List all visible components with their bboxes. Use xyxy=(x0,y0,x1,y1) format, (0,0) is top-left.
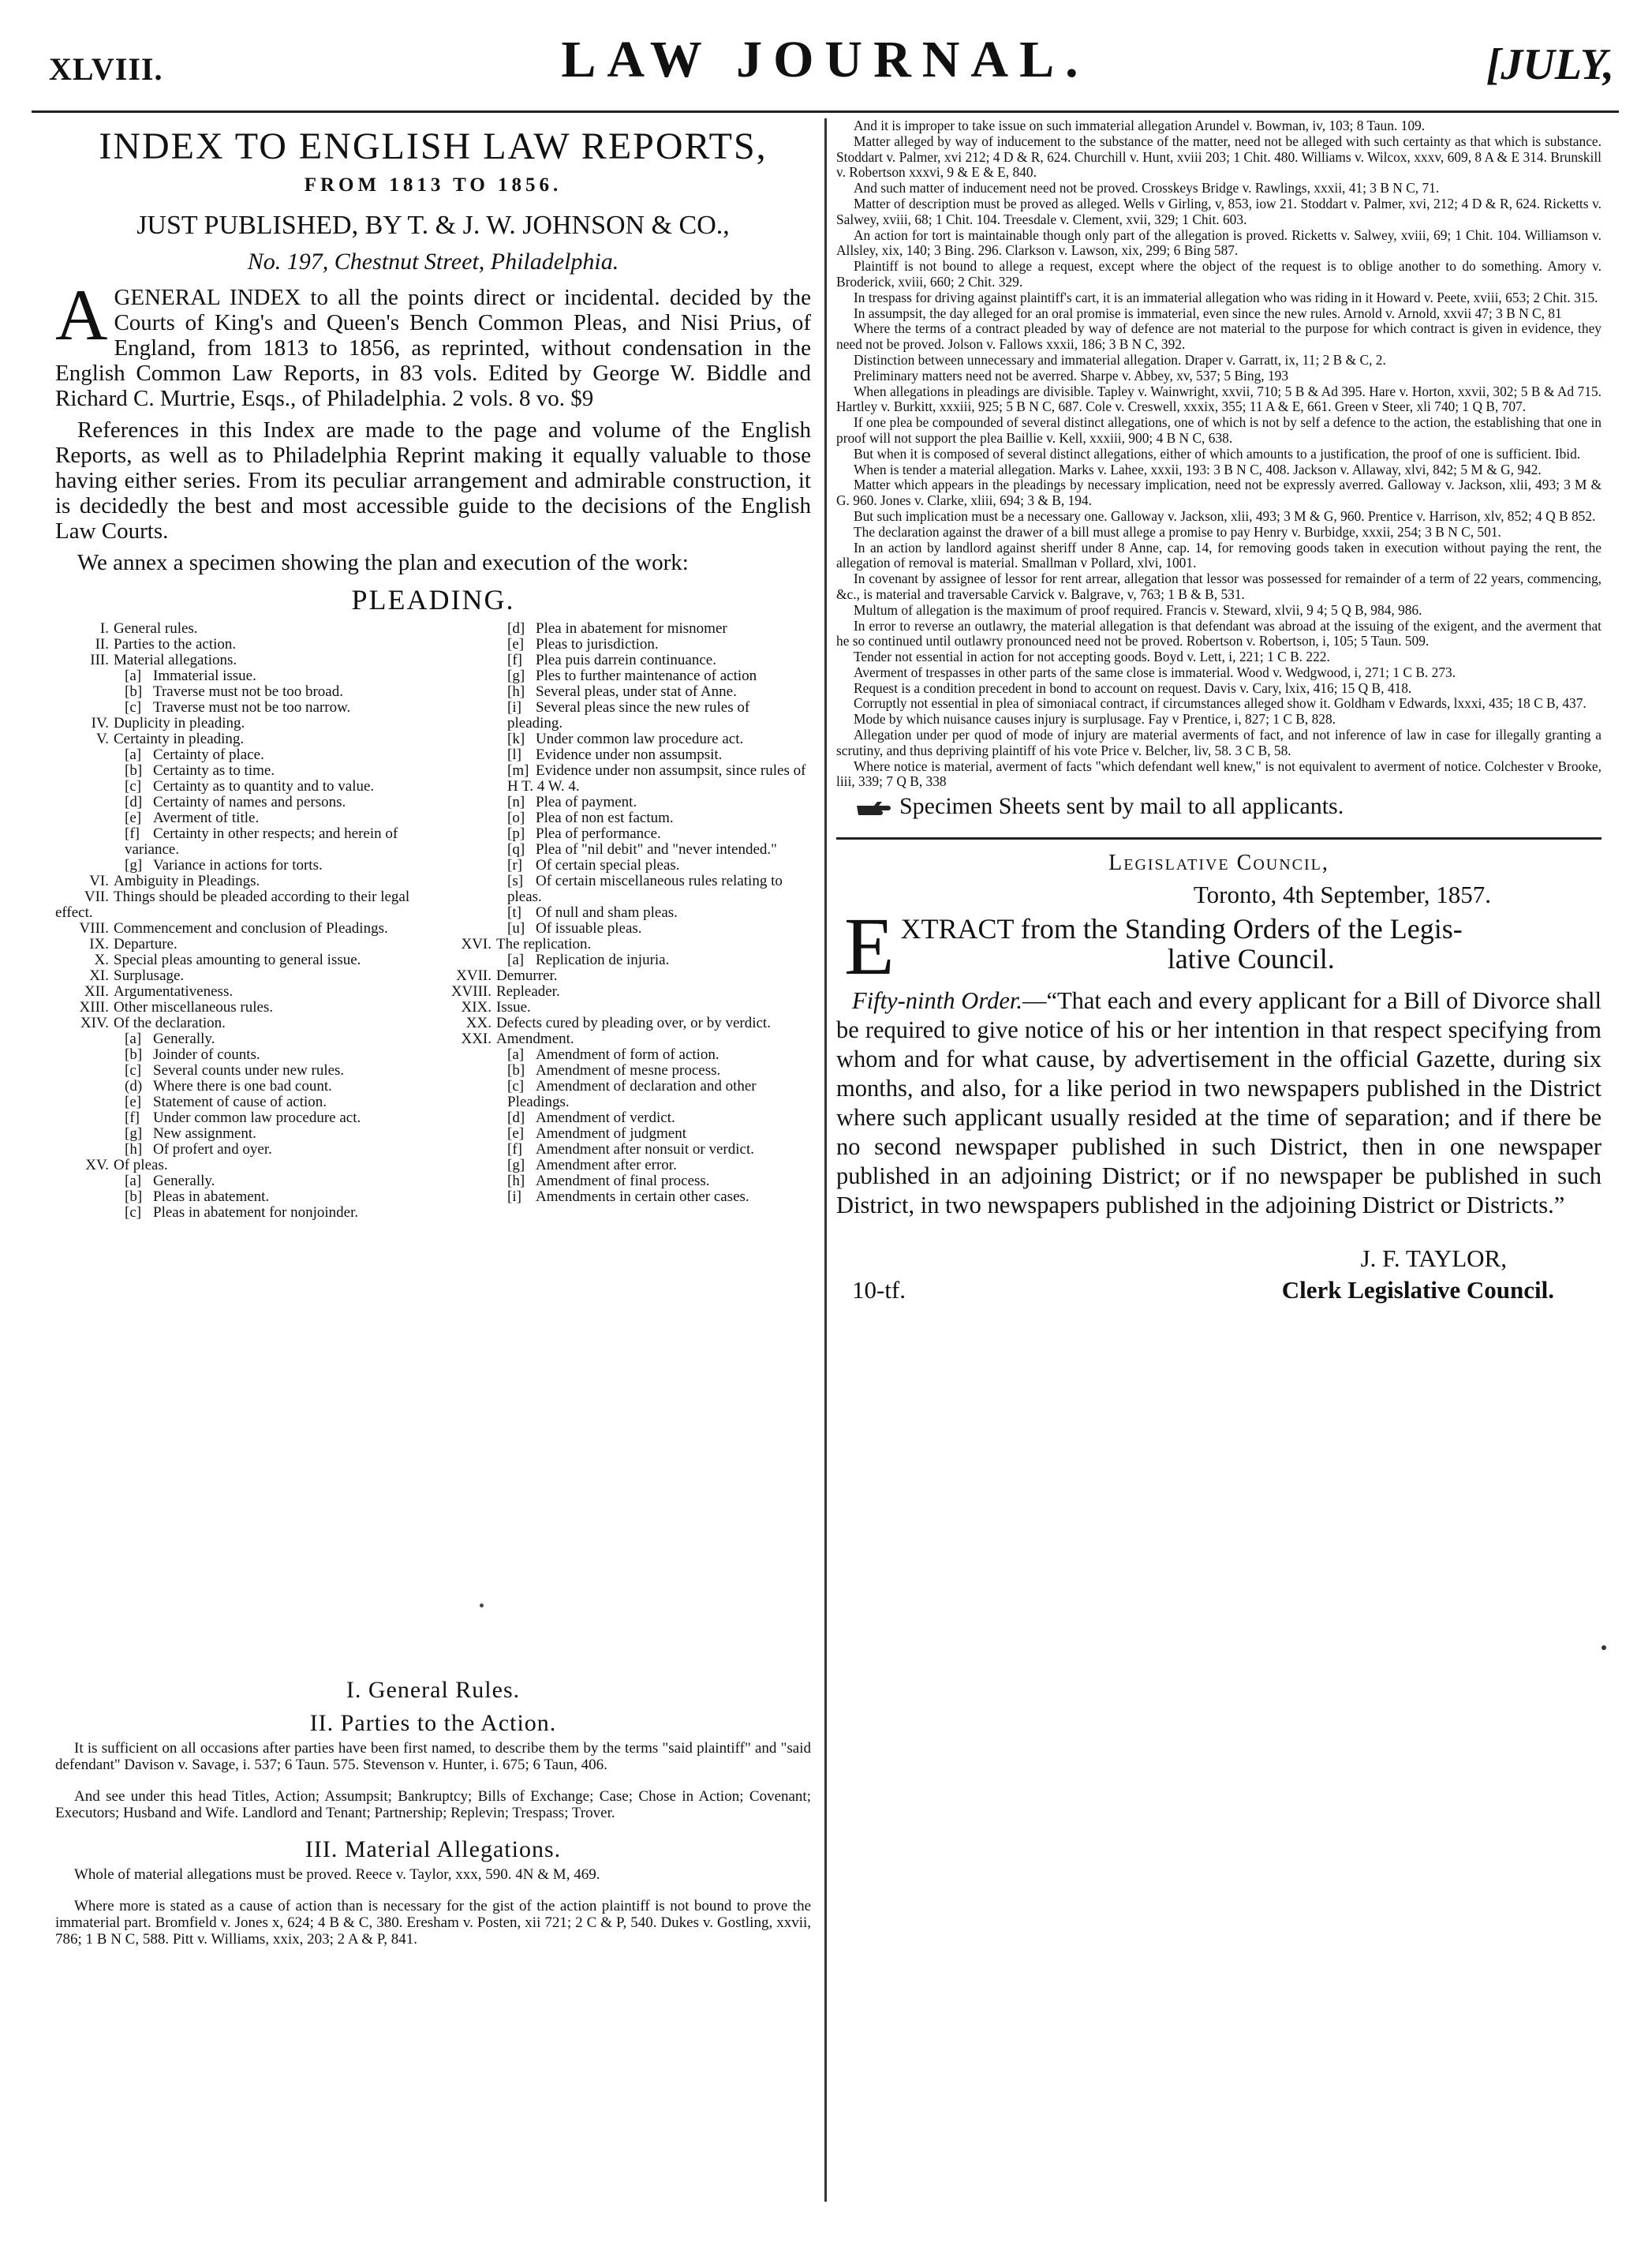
extract-heading xyxy=(836,901,1602,993)
outline-item-text: Of certain special pleas. xyxy=(536,857,680,874)
outline-item-text: Statement of cause of action. xyxy=(153,1094,327,1110)
outline-item-number: [h] xyxy=(507,1173,525,1189)
print-speck xyxy=(1602,1645,1606,1650)
outline-item-text: Amendment. xyxy=(496,1031,574,1047)
specimen-note xyxy=(836,793,1602,820)
outline-item xyxy=(55,1016,426,1031)
outline-item-text: Special pleas amounting to general issue. xyxy=(114,952,361,968)
outline-item xyxy=(438,1142,809,1158)
outline-item xyxy=(55,637,426,653)
case-paragraph: Allegation under per quod of mode of injury are material averments of fact, and not inference of law in case for illegally granting a scrutiny, and thus depriving plaintiff of his vote Price v. Belcher, liv, 58. 3 C B, 58. xyxy=(836,727,1602,758)
outline-item-text: Certainty of names and persons. xyxy=(153,794,346,810)
outline-item-number: I. xyxy=(99,620,109,637)
outline-item-number: VI. xyxy=(89,873,109,889)
case-paragraph: Matter of description must be proved as alleged. Wells v Girling, v, 853, iow 21. Stoddart v. Palmer, xvi, 212; 4 D & R, 624. Ricketts v. Salwey, xviii, 68; 1 Chit. 104. Treesdale v. Clement, xvii, 329; 1 Chit. 603. xyxy=(836,195,1602,227)
column-divider xyxy=(824,118,827,2202)
outline-item-text: Amendment of verdict. xyxy=(536,1110,675,1126)
outline-item xyxy=(438,795,809,810)
outline-item-number: [a] xyxy=(125,1173,142,1189)
outline-item xyxy=(55,700,426,716)
outline-item-number: [c] xyxy=(507,1078,525,1095)
outline-item-number: [e] xyxy=(507,1125,525,1142)
outline-item xyxy=(55,1110,426,1126)
case-paragraph: Where notice is material, averment of facts "which defendant well knew," is not equivalent to averment of notice. Colchester v Brooke, liii, 339; 7 Q B, 338 xyxy=(836,758,1602,790)
outline-item-text: Certainty as to time. xyxy=(153,762,275,779)
outline-item xyxy=(55,763,426,779)
outline-item-number: [c] xyxy=(125,1204,142,1221)
outline-left-column xyxy=(55,621,426,1221)
outline-item xyxy=(55,810,426,826)
index-ad-subtitle: FROM 1813 TO 1856. xyxy=(304,174,563,196)
outline-item-number: [q] xyxy=(507,841,525,858)
outline-item-text: Repleader. xyxy=(496,983,560,1000)
outline-item-number: [f] xyxy=(125,825,140,842)
case-paragraph: Matter which appears in the pleadings by necessary implication, need not be expressly averred. Galloway v. Jackson, xlii, 493; 3 M & G. 960. Jones v. Clarke, xliii, 694; 3 & B, 194. xyxy=(836,477,1602,509)
insertion-code: 10-tf. xyxy=(852,1275,906,1304)
outline-item-text: Amendment after nonsuit or verdict. xyxy=(536,1141,755,1158)
outline-item xyxy=(438,732,809,747)
outline-item-number: [i] xyxy=(507,1188,521,1205)
case-paragraph: In trespass for driving against plaintiff's cart, it is an immaterial allegation who was riding in it Howard v. Peete, xviii, 653; 2 Chit. 315. xyxy=(854,289,1598,305)
case-paragraph: Corruptly not essential in plea of simoniacal contract, if circumstances alleged show it. Goldham v Edwards, lxxxi, 435; 18 C B, 437. xyxy=(854,695,1587,712)
signatory-name: J. F. TAYLOR, xyxy=(1360,1244,1507,1272)
outline-item-number: II. xyxy=(95,636,109,653)
outline-item xyxy=(438,921,809,937)
outline-item-number: [o] xyxy=(507,810,525,826)
outline-item xyxy=(55,1142,426,1158)
outline-item-text: Joinder of counts. xyxy=(153,1046,260,1063)
outline-item-text: Material allegations. xyxy=(114,652,237,668)
council-title: Legislative Council, xyxy=(1108,851,1329,876)
case-paragraph: Tender not essential in action for not accepting goods. Boyd v. Lett, i, 221; 1 C B. 222. xyxy=(854,649,1330,665)
outline-item-number: [g] xyxy=(507,668,525,684)
outline-item xyxy=(438,621,809,637)
outline-item-number: [r] xyxy=(507,857,522,874)
outline-item-text: Amendment of mesne process. xyxy=(536,1062,721,1079)
outline-item-text: Plea of "nil debit" and "never intended." xyxy=(536,841,777,858)
case-paragraph: An action for tort is maintainable though only part of the allegation is proved. Ricketts v. Salwey, xviii, 69; 1 Chit. 104. Williamson v. Allsley, xix, 140; 3 Bing. 296. Clarkson v. Lawson, xix, 299; 6 Bing 587. xyxy=(836,226,1602,259)
signature-row xyxy=(836,1244,1602,1276)
allegations-paragraph-1: Whole of material allegations must be proved. Reece v. Taylor, xxx, 590. 4N & M, 469. xyxy=(74,1866,600,1883)
outline-item-text: Where there is one bad count. xyxy=(153,1078,332,1095)
outline-item xyxy=(55,747,426,763)
outline-item-text: Issue. xyxy=(496,999,531,1016)
outline-item-text: Of issuable pleas. xyxy=(536,920,642,937)
outline-item-text: Amendments in certain other cases. xyxy=(536,1188,749,1205)
outline-item xyxy=(438,1000,809,1016)
outline-item-number: [g] xyxy=(507,1157,525,1173)
outline-item xyxy=(438,952,809,968)
outline-item-number: [s] xyxy=(507,873,524,889)
outline-item-text: Amendment of judgment xyxy=(536,1125,687,1142)
outline-item-text: Other miscellaneous rules. xyxy=(114,999,274,1016)
outline-item-text: Of certain miscellaneous rules relating to pleas. xyxy=(507,873,783,905)
case-paragraph: Multum of allegation is the maximum of proof required. Francis v. Steward, xlvii, 9 4; 5 Q B, 984, 986. xyxy=(854,601,1422,618)
outline-item-text: Certainty in other respects; and herein of variance. xyxy=(125,825,398,858)
outline-item-number: XIX. xyxy=(461,999,491,1016)
outline-item-number: X. xyxy=(94,952,109,968)
outline-item xyxy=(438,937,809,952)
outline-item-number: [h] xyxy=(125,1141,143,1158)
outline-item-number: XIII. xyxy=(79,999,109,1016)
outline-right-column xyxy=(438,621,809,1205)
outline-item-number: [g] xyxy=(125,1125,143,1142)
outline-item xyxy=(438,984,809,1000)
case-paragraph: Where the terms of a contract pleaded by way of defence are not material to the purpose for which contract is given in evidence, they need not be proved. Jolson v. Fallows xxxii, 186; 3 B N C, 392. xyxy=(836,320,1602,353)
right-column xyxy=(836,118,1602,2194)
signatory-title: Clerk Legislative Council. xyxy=(1281,1275,1554,1304)
case-paragraph: Mode by which nuisance causes injury is surplusage. Fay v Prentice, i, 827; 1 C B, 828. xyxy=(854,711,1336,728)
case-paragraph: In covenant by assignee of lessor for rent arrear, allegation that lessor was possessed for remainder of a term of 22 years, commencing, &c., is material and traversable Carvick v. Balgrave, v, 763; 1 B & B, 531. xyxy=(836,571,1602,602)
outline-item xyxy=(55,1079,426,1095)
outline-item xyxy=(55,1095,426,1110)
outline-item-number: [b] xyxy=(125,683,143,700)
outline-item-number: [a] xyxy=(125,1031,142,1047)
outline-item-number: [c] xyxy=(125,699,142,716)
outline-item xyxy=(438,1126,809,1142)
outline-item-number: III. xyxy=(90,652,109,668)
outline-item-text: Of null and sham pleas. xyxy=(536,904,678,921)
outline-item xyxy=(55,779,426,795)
parties-paragraph-1: It is sufficient on all occasions after parties have been first named, to describe them by the terms "said plaintiff" and "said defendant" Davison v. Savage, i. 537; 6 Taun. 575. Stevenson v. Hunter, i. 675; 6 Taun, 406. xyxy=(55,1740,811,1773)
outline-item-text: Pleas in abatement. xyxy=(153,1188,270,1205)
outline-item xyxy=(438,1031,809,1047)
left-column xyxy=(55,118,811,2194)
outline-item-text: The replication. xyxy=(496,936,592,952)
journal-title: LAW JOURNAL. xyxy=(561,31,1089,88)
outline-item-text: Things should be pleaded according to their legal effect. xyxy=(55,889,410,921)
outline-item xyxy=(438,842,809,858)
outline-item xyxy=(438,874,809,905)
outline-item xyxy=(55,858,426,874)
page-header xyxy=(32,22,1619,113)
outline-item-text: Demurrer. xyxy=(496,967,558,984)
case-paragraph: Preliminary matters need not be averred. Sharpe v. Abbey, xv, 537; 5 Bing, 193 xyxy=(854,367,1289,384)
parties-paragraph-2: And see under this head Titles, Action; Assumpsit; Bankruptcy; Bills of Exchange; Case; Chose in Action; Covenant; Executors; Husband and Wife. Landlord and Tenant; Partnership; Replevin; Trespass; Trover. xyxy=(55,1788,811,1821)
outline-item-number: [f] xyxy=(125,1110,140,1126)
outline-item-text: Replication de injuria. xyxy=(536,952,670,968)
outline-item xyxy=(438,1063,809,1079)
outline-item-number: (d) xyxy=(125,1078,143,1095)
outline-item xyxy=(55,1205,426,1221)
outline-item xyxy=(55,874,426,889)
outline-item-text: Plea puis darrein continuance. xyxy=(536,652,716,668)
outline-item xyxy=(55,826,426,858)
case-paragraph: Request is a condition precedent in bond to account on request. Davis v. Cary, lxix, 416; 15 Q B, 418. xyxy=(854,679,1412,696)
index-intro xyxy=(55,275,811,411)
outline-item-number: [i] xyxy=(507,699,521,716)
specimen-note-text: Specimen Sheets sent by mail to all applicants. xyxy=(899,793,1344,820)
issue-month: [JULY, xyxy=(1486,40,1614,89)
outline-item xyxy=(55,684,426,700)
outline-item-text: Departure. xyxy=(114,936,178,952)
section-heading-material-allegations: III. Material Allegations. xyxy=(305,1836,562,1862)
outline-item-number: V. xyxy=(95,731,109,747)
outline-item-text: Of the declaration. xyxy=(114,1015,226,1031)
outline-item xyxy=(55,1047,426,1063)
outline-item-text: Amendment of declaration and other Pleadings. xyxy=(507,1078,757,1110)
outline-item-number: [a] xyxy=(507,1046,525,1063)
outline-item xyxy=(438,1079,809,1110)
outline-item-text: Plea of non est factum. xyxy=(536,810,674,826)
case-paragraph: When allegations in pleadings are divisible. Tapley v. Wainwright, xxvii, 710; 5 B & Ad 395. Hare v. Horton, xxvii, 302; 5 B & Ad 715. Hartley v. Burkitt, xxxiii, 925; 5 B N C, 687. Cole v. Creswell, xxxix, 355; 11 A & E, 661. Green v Steer, xli 740; 1 Q B, 707. xyxy=(836,383,1602,415)
outline-item-text: Of pleas. xyxy=(114,1157,168,1173)
outline-item-number: [d] xyxy=(507,620,525,637)
outline-item xyxy=(55,968,426,984)
outline-item-number: XX. xyxy=(465,1015,491,1031)
outline-item-number: [u] xyxy=(507,920,525,937)
outline-item-text: Plea in abatement for misnomer xyxy=(536,620,727,637)
outline-item xyxy=(438,1110,809,1126)
outline-item xyxy=(438,668,809,684)
outline-item-number: [l] xyxy=(507,747,521,763)
outline-item xyxy=(55,1158,426,1173)
outline-item xyxy=(55,1031,426,1047)
outline-item-number: XVIII. xyxy=(450,983,491,1000)
outline-item-number: [a] xyxy=(507,952,525,968)
outline-item xyxy=(55,984,426,1000)
outline-item-text: Ples to further maintenance of action xyxy=(536,668,757,684)
outline-item-number: XVII. xyxy=(456,967,491,984)
outline-item xyxy=(55,937,426,952)
outline-item-number: [a] xyxy=(125,747,142,763)
outline-item-number: [b] xyxy=(125,762,143,779)
outline-item-number: XI. xyxy=(89,967,109,984)
outline-item-number: XXI. xyxy=(461,1031,491,1047)
outline-item-text: Defects cured by pleading over, or by verdict. xyxy=(496,1015,771,1031)
outline-item-text: Certainty of place. xyxy=(153,747,264,763)
outline-item-text: Plea of performance. xyxy=(536,825,661,842)
outline-item-number: [f] xyxy=(507,1141,522,1158)
publisher-address: No. 197, Chestnut Street, Philadelphia. xyxy=(247,249,619,275)
outline-item xyxy=(438,684,809,700)
outline-item-text: Several pleas, under stat of Anne. xyxy=(536,683,737,700)
outline-item-number: [p] xyxy=(507,825,525,842)
outline-item xyxy=(438,1189,809,1205)
outline-item-number: [b] xyxy=(125,1046,143,1063)
outline-item xyxy=(438,1016,809,1031)
outline-item-number: [d] xyxy=(507,1110,525,1126)
outline-item-text: Of profert and oyer. xyxy=(153,1141,272,1158)
outline-item-text: Pleas to jurisdiction. xyxy=(536,636,659,653)
outline-item-number: XVI. xyxy=(461,936,491,952)
pleading-heading: PLEADING. xyxy=(351,584,515,616)
outline-item-text: Amendment of final process. xyxy=(536,1173,710,1189)
page-number: XLVIII. xyxy=(49,51,163,87)
outline-item-text: Evidence under non assumpsit. xyxy=(536,747,723,763)
outline-item xyxy=(55,1173,426,1189)
outline-item-text: Generally. xyxy=(153,1031,215,1047)
outline-item xyxy=(438,968,809,984)
case-paragraph: But when it is composed of several distinct allegations, either of which amounts to a justification, the proof of one is sufficient. Ibid. xyxy=(854,445,1581,462)
outline-item-number: [e] xyxy=(507,636,525,653)
order-label: Fifty-ninth Order. xyxy=(852,987,1022,1015)
outline-item-number: IV. xyxy=(91,715,109,732)
outline-item-number: [n] xyxy=(507,794,525,810)
annex-paragraph: We annex a specimen showing the plan and execution of the work: xyxy=(77,550,689,575)
outline-item-text: Commencement and conclusion of Pleadings. xyxy=(114,920,388,937)
outline-item xyxy=(55,732,426,747)
allegations-paragraph-2: Where more is stated as a cause of action than is necessary for the gist of the action plaintiff is not bound to prove the immaterial part. Bromfield v. Jones x, 624; 4 B & C, 380. Eresham v. Posten, xii 721; 2 C & P, 540. Dukes v. Gostling, xxvii, 786; 1 B N C, 588. Pitt v. Williams, xxix, 203; 2 A & P, 841. xyxy=(55,1898,811,1948)
outline-item-number: [h] xyxy=(507,683,525,700)
outline-item-text: New assignment. xyxy=(153,1125,256,1142)
outline-item xyxy=(55,621,426,637)
outline-item-text: Averment of title. xyxy=(153,810,260,826)
outline-item-number: [e] xyxy=(125,810,142,826)
outline-item-text: Evidence under non assumpsit, since rules of H T. 4 W. 4. xyxy=(507,762,806,795)
outline-item xyxy=(55,1189,426,1205)
outline-item-number: [f] xyxy=(507,652,522,668)
outline-item-text: Several counts under new rules. xyxy=(153,1062,345,1079)
outline-item-text: Duplicity in pleading. xyxy=(114,715,245,732)
case-paragraph: Averment of trespasses in other parts of the same close is immaterial. Wood v. Wedgwood, i, 271; 1 C B. 273. xyxy=(854,664,1456,680)
outline-item-text: Amendment after error. xyxy=(536,1157,677,1173)
outline-item xyxy=(55,1126,426,1142)
outline-item xyxy=(55,889,426,921)
outline-item-number: [a] xyxy=(125,668,142,684)
outline-item-number: VII. xyxy=(84,889,109,905)
index-ad-title: INDEX TO ENGLISH LAW REPORTS, xyxy=(99,125,768,167)
outline-item-text: Traverse must not be too broad. xyxy=(153,683,343,700)
outline-item xyxy=(55,795,426,810)
outline-item-number: XV. xyxy=(85,1157,109,1173)
outline-item-number: [m] xyxy=(507,762,529,779)
case-paragraph: If one plea be compounded of several distinct allegations, one of which is not by self a defence to the action, the establishing that one in proof will not support the plea Baillie v. Kell, xxxiii, 900; 4 B N C, 638. xyxy=(836,414,1602,446)
outline-item-text: Variance in actions for torts. xyxy=(153,857,323,874)
outline-item xyxy=(438,637,809,653)
outline-item-number: [d] xyxy=(125,794,143,810)
outline-item-number: VIII. xyxy=(79,920,109,937)
standing-order-text xyxy=(836,986,1602,1220)
outline-item-text: Generally. xyxy=(153,1173,215,1189)
outline-item-text: Certainty as to quantity and to value. xyxy=(153,778,375,795)
outline-item xyxy=(438,858,809,874)
outline-item-text: Surplusage. xyxy=(114,967,185,984)
outline-item-number: [b] xyxy=(125,1188,143,1205)
outline-item xyxy=(55,668,426,684)
signature-row-2 xyxy=(836,1276,1602,1308)
section-heading-parties: II. Parties to the Action. xyxy=(309,1710,557,1736)
outline-item-text: Certainty in pleading. xyxy=(114,731,245,747)
pleading-outline xyxy=(55,621,811,1671)
extract-dropcap: E xyxy=(844,901,895,993)
case-paragraph: In error to reverse an outlawry, the material allegation is that defendant was abroad at the issuing of the exigent, and the averment that he so continued until outlawry pronounced need not be proved. Robertson v. Robertson, i, 105; 5 Taun. 509. xyxy=(836,617,1602,649)
intro-text: GENERAL INDEX to all the points direct or incidental. decided by the Courts of King's and Queen's Bench Common Pleas, and Nisi Prius, of England, from 1813 to 1856, as reprinted, without condensation in the English Common Law Reports, in 83 vols. Edited by George W. Biddle and Richard C. Murtrie, Esqs., of Philadelphia. 2 vols. 8 vo. $9 xyxy=(55,285,811,411)
outline-item-text: Argumentativeness. xyxy=(114,983,234,1000)
publisher-line: JUST PUBLISHED, BY T. & J. W. JOHNSON & CO., xyxy=(136,211,730,240)
outline-item-text: General rules. xyxy=(114,620,198,637)
outline-item xyxy=(55,952,426,968)
outline-item-text: Under common law procedure act. xyxy=(536,731,744,747)
case-paragraph: Matter alleged by way of inducement to the substance of the matter, need not be alleged with such certainty as that which is substance. Stoddart v. Palmer, xvi 212; 4 D & R, 624. Churchill v. Hunt, xviii 203; 1 Chit. 480. Williams v. Wilcox, xxxv, 609, 8 A & E 314. Brunskill v. Robertson xxxvi, 9 & E & E, 840. xyxy=(836,133,1602,181)
outline-item-number: XIV. xyxy=(80,1015,109,1031)
outline-item-text: Immaterial issue. xyxy=(153,668,256,684)
outline-item xyxy=(438,700,809,732)
allegations-continued xyxy=(836,118,1602,790)
council-place-date: Toronto, 4th September, 1857. xyxy=(1193,881,1491,909)
outline-item xyxy=(438,747,809,763)
outline-item xyxy=(55,1000,426,1016)
section-rule xyxy=(836,837,1602,840)
case-paragraph: Plaintiff is not bound to allege a request, except where the object of the request is to oblige another to do something. Amory v. Broderick, xviii, 660; 2 Chit. 329. xyxy=(836,258,1602,290)
outline-item xyxy=(438,763,809,795)
outline-item xyxy=(55,921,426,937)
print-speck xyxy=(480,1603,484,1607)
outline-item-text: Pleas in abatement for nonjoinder. xyxy=(153,1204,359,1221)
extract-line-2: lative Council. xyxy=(1167,943,1335,975)
outline-item-text: Under common law procedure act. xyxy=(153,1110,361,1126)
outline-item-number: [g] xyxy=(125,857,143,874)
outline-item xyxy=(438,1047,809,1063)
case-paragraph: But such implication must be a necessary one. Galloway v. Jackson, xlii, 493; 3 M & G, 960. Prentice v. Harrison, xlv, 852; 4 Q B 852. xyxy=(854,507,1596,524)
outline-item xyxy=(438,826,809,842)
case-paragraph: In assumpsit, the day alleged for an oral promise is immaterial, even since the new rules. Arnold v. Arnold, xxvii 47; 3 B N C, 81 xyxy=(854,305,1562,321)
case-paragraph: The declaration against the drawer of a bill must allege a promise to pay Henry v. Burbidge, xxxii, 254; 3 B N C, 501. xyxy=(854,523,1501,540)
case-paragraph: Distinction between unnecessary and immaterial allegation. Draper v. Garratt, ix, 11; 2 B & C, 2. xyxy=(854,351,1386,368)
outline-item xyxy=(55,1063,426,1079)
outline-item-text: Amendment of form of action. xyxy=(536,1046,719,1063)
references-paragraph: References in this Index are made to the page and volume of the English Reports, as well as to Philadelphia Reprint making it equally valuable to those having either series. From its peculiar arrangement and admirable construction, it is decidedly the best and most accessible guide to the decisions of the English Law Courts. xyxy=(55,417,811,544)
outline-item xyxy=(55,653,426,668)
outline-item-number: [b] xyxy=(507,1062,525,1079)
case-paragraph: In an action by landlord against sheriff under 8 Anne, cap. 14, for removing goods taken in execution without paying the rent, the allegation of removal is material. Smallman v Pollard, xlvi, 1001. xyxy=(836,539,1602,571)
case-paragraph: And such matter of inducement need not be proved. Crosskeys Bridge v. Rawlings, xxxii, 41; 3 B N C, 71. xyxy=(854,180,1440,196)
outline-item-text: Plea of payment. xyxy=(536,794,637,810)
outline-item-text: Ambiguity in Pleadings. xyxy=(114,873,260,889)
outline-item xyxy=(438,653,809,668)
outline-item xyxy=(438,1173,809,1189)
case-paragraph: And it is improper to take issue on such immaterial allegation Arundel v. Bowman, iv, 103; 8 Taun. 109. xyxy=(854,118,1426,133)
outline-item-number: [c] xyxy=(125,778,142,795)
outline-item-text: Several pleas since the new rules of pleading. xyxy=(507,699,750,732)
outline-item xyxy=(438,1158,809,1173)
outline-item-number: XII. xyxy=(84,983,109,1000)
outline-item-text: Parties to the action. xyxy=(114,636,237,653)
section-heading-general-rules: I. General Rules. xyxy=(346,1677,521,1703)
outline-item-number: [k] xyxy=(507,731,525,747)
outline-item-number: [t] xyxy=(507,904,521,921)
case-paragraph: When is tender a material allegation. Marks v. Lahee, xxxii, 193: 3 B N C, 408. Jackson v. Allaway, xlvi, 842; 5 M & G, 942. xyxy=(854,461,1542,477)
order-body: —“That each and every applicant for a Bill of Divorce shall be required to give notice of his or her intention in that respect specifying from whom and for what cause, by advertisement in the official Gazette, during six months, and also, for a like period in two newspapers published in the District where such applicant usually resided at the time of separation; and if there be no second newspaper published in such District, then in one newspaper published in an adjoining District; or if no newspaper be published in such District, in two newspapers published in the adjoining District or Districts.” xyxy=(836,987,1602,1219)
outline-item-text: Traverse must not be too narrow. xyxy=(153,699,351,716)
pointing-hand-icon xyxy=(855,799,891,817)
outline-item-number: [e] xyxy=(125,1094,142,1110)
intro-dropcap: A xyxy=(55,275,108,355)
outline-item-number: IX. xyxy=(89,936,109,952)
outline-item xyxy=(438,905,809,921)
outline-item xyxy=(55,716,426,732)
outline-item-number: [c] xyxy=(125,1062,142,1079)
extract-line-1: XTRACT from the Standing Orders of the Legis- xyxy=(900,913,1463,945)
outline-item xyxy=(438,810,809,826)
